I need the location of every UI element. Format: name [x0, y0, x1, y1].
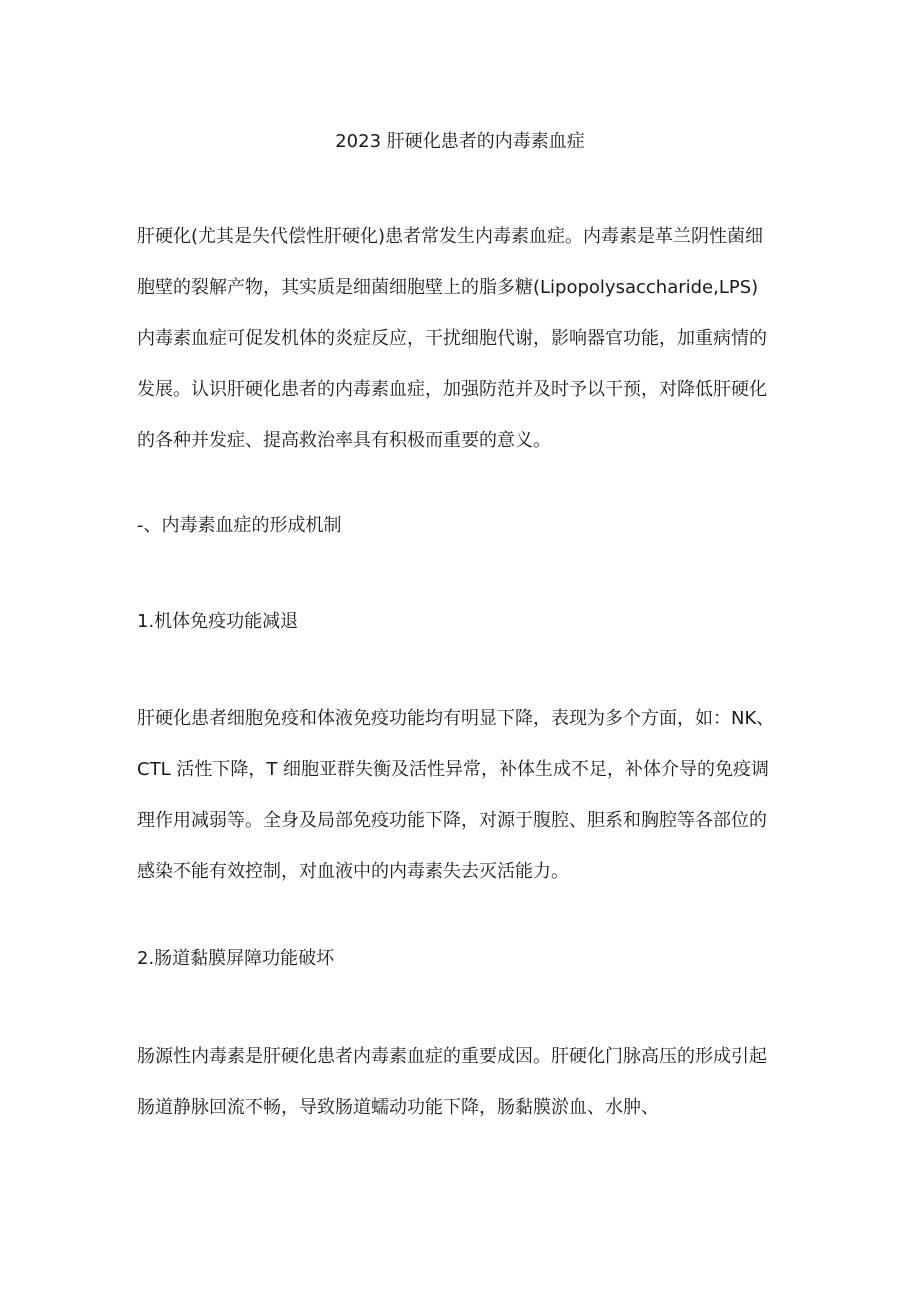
section-heading: -、内毒素血症的形成机制 [137, 515, 342, 536]
intro-line: 胞壁的裂解产物，其实质是细菌细胞壁上的脂多糖(Lipopolysaccharide,LPS) [137, 277, 759, 298]
paragraph-line: 感染不能有效控制，对血液中的内毒素失去灭活能力。 [137, 861, 569, 882]
document-title: 2023 肝硬化患者的内毒素血症 [335, 131, 585, 152]
subsection-heading: 2.肠道黏膜屏障功能破坏 [137, 948, 335, 969]
intro-paragraph [137, 220, 787, 458]
paragraph-line: 理作用减弱等。全身及局部免疫功能下降，对源于腹腔、胆系和胸腔等各部位的 [137, 810, 767, 831]
intro-line: 肝硬化(尤其是失代偿性肝硬化)患者常发生内毒素血症。内毒素是革兰阴性菌细 [137, 226, 764, 247]
paragraph-line: 肠源性内毒素是肝硬化患者内毒素血症的重要成因。肝硬化门脉高压的形成引起 [137, 1046, 767, 1067]
intro-line: 发展。认识肝硬化患者的内毒素血症，加强防范并及时予以干预，对降低肝硬化 [137, 379, 767, 400]
paragraph-line: CTL 活性下降，T 细胞亚群失衡及活性异常，补体生成不足，补体介导的免疫调 [137, 759, 770, 780]
paragraph-line: 肠道静脉回流不畅，导致肠道蠕动功能下降，肠黏膜淤血、水肿、 [137, 1097, 659, 1118]
intro-line: 的各种并发症、提高救治率具有积极而重要的意义。 [137, 430, 551, 451]
subsection1-paragraph [137, 702, 787, 889]
paragraph-line: 肝硬化患者细胞免疫和体液免疫功能均有明显下降，表现为多个方面，如：NK、 [137, 708, 775, 729]
subsection2-paragraph [137, 1040, 787, 1125]
subsection-heading: 1.机体免疫功能减退 [137, 611, 299, 632]
intro-line: 内毒素血症可促发机体的炎症反应，干扰细胞代谢，影响器官功能，加重病情的 [137, 328, 767, 349]
